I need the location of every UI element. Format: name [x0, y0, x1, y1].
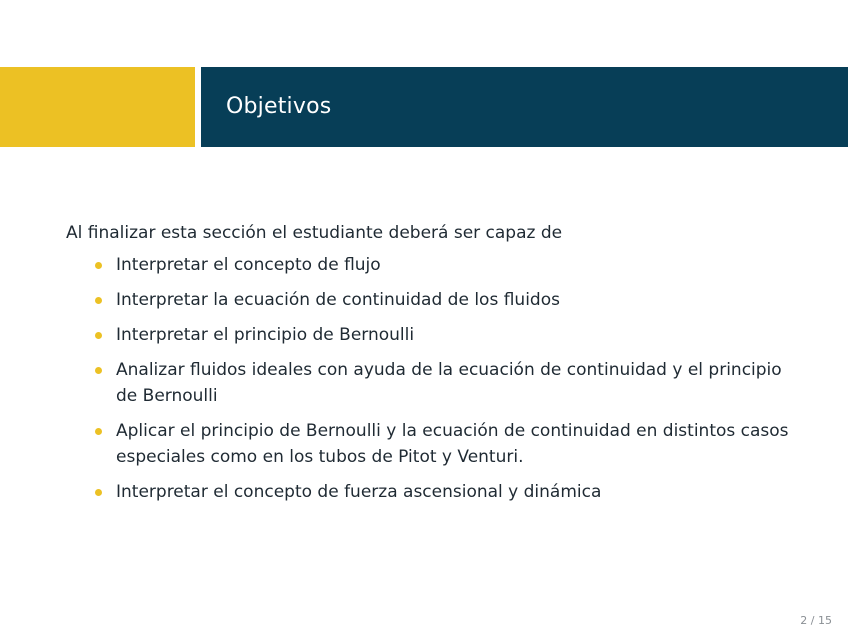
bullet-icon — [95, 367, 102, 374]
bullet-icon — [95, 428, 102, 435]
list-item — [116, 287, 796, 313]
bullet-icon — [95, 262, 102, 269]
slide-content — [66, 220, 796, 514]
list-item-text: Interpretar el principio de Bernoulli — [116, 325, 415, 345]
list-item-text: Analizar fluidos ideales con ayuda de la ecuación de continuidad y el principio de Bernoulli — [116, 360, 782, 406]
objectives-list — [66, 252, 796, 505]
intro-text: Al finalizar esta sección el estudiante deberá ser capaz de — [66, 223, 563, 243]
list-item — [116, 322, 796, 348]
page-number: 2 / 15 — [800, 614, 832, 627]
list-item — [116, 357, 796, 409]
list-item-text: Aplicar el principio de Bernoulli y la ecuación de continuidad en distintos casos especiales como en los tubos de Pitot y Venturi. — [116, 421, 789, 467]
list-item — [116, 252, 796, 278]
bullet-icon — [95, 297, 102, 304]
list-item-text: Interpretar el concepto de flujo — [116, 255, 381, 275]
frame-title: Objetivos — [226, 94, 332, 119]
bullet-icon — [95, 489, 102, 496]
bullet-icon — [95, 332, 102, 339]
list-item — [116, 479, 796, 505]
list-item-text: Interpretar el concepto de fuerza ascensional y dinámica — [116, 482, 602, 502]
frame-header — [0, 67, 848, 147]
list-item — [116, 418, 796, 470]
header-accent-block — [0, 67, 195, 147]
list-item-text: Interpretar la ecuación de continuidad de los fluidos — [116, 290, 560, 310]
